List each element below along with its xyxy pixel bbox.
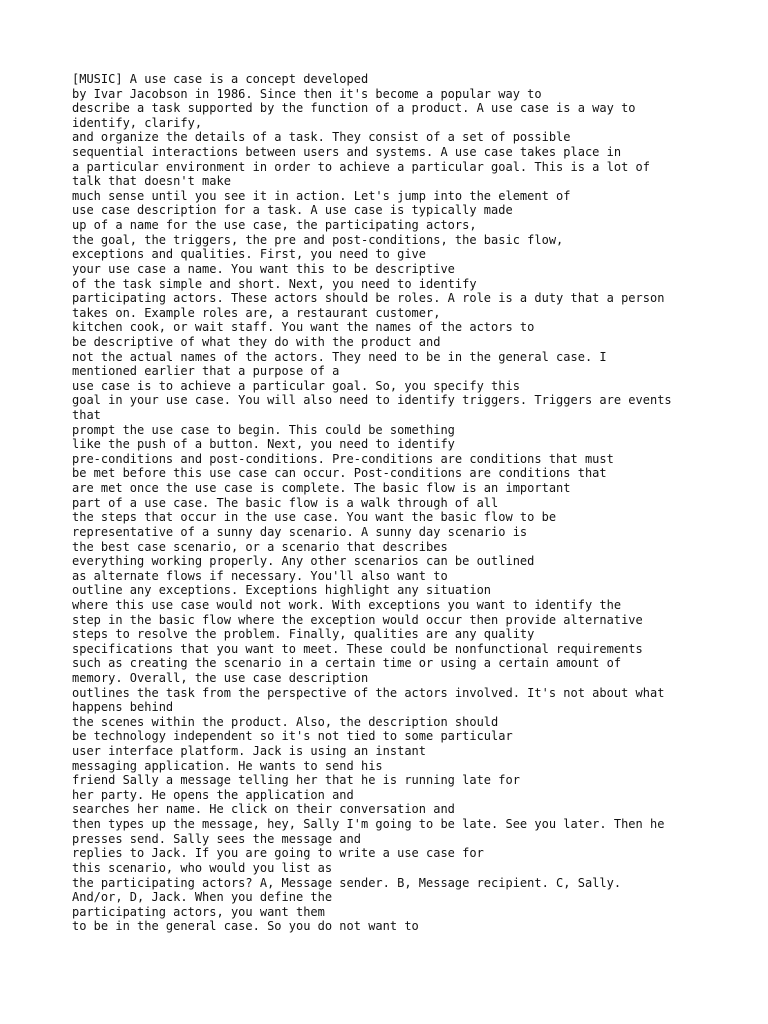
transcript-line: talk that doesn't make bbox=[72, 174, 231, 189]
transcript-line: sequential interactions between users and systems. A use case takes place in bbox=[72, 145, 622, 160]
transcript-line: the best case scenario, or a scenario that describes bbox=[72, 539, 448, 554]
transcript-line: this scenario, who would you list as bbox=[72, 860, 333, 875]
transcript-line: be descriptive of what they do with the product and bbox=[72, 334, 441, 349]
transcript-line: are met once the use case is complete. The basic flow is an important bbox=[72, 481, 571, 496]
transcript-line: pre-conditions and post-conditions. Pre-conditions are conditions that must bbox=[72, 451, 614, 466]
transcript-line: your use case a name. You want this to be descriptive bbox=[72, 261, 455, 276]
transcript-line: [MUSIC] A use case is a concept developed bbox=[72, 72, 369, 86]
transcript-line: then types up the message, hey, Sally I'm going to be late. See you later. Then he bbox=[72, 817, 665, 832]
transcript-line: the steps that occur in the use case. You want the basic flow to be bbox=[72, 510, 557, 525]
transcript-line: presses send. Sally sees the message and bbox=[72, 831, 361, 846]
transcript-line: everything working properly. Any other scenarios can be outlined bbox=[72, 554, 535, 569]
transcript-line: messaging application. He wants to send his bbox=[72, 758, 383, 773]
transcript-line: such as creating the scenario in a certain time or using a certain amount of bbox=[72, 656, 622, 671]
transcript-line: and organize the details of a task. They consist of a set of possible bbox=[72, 130, 571, 145]
transcript-line: memory. Overall, the use case description bbox=[72, 670, 369, 685]
transcript-line: participating actors. These actors should be roles. A role is a duty that a person bbox=[72, 291, 665, 306]
transcript-line: representative of a sunny day scenario. A sunny day scenario is bbox=[72, 524, 528, 539]
transcript-line: outlines the task from the perspective of the actors involved. It's not about what bbox=[72, 685, 665, 700]
transcript-line: the scenes within the product. Also, the description should bbox=[72, 714, 499, 729]
transcript-line: mentioned earlier that a purpose of a bbox=[72, 364, 340, 379]
transcript-line: the participating actors? A, Message sender. B, Message recipient. C, Sally. bbox=[72, 875, 622, 890]
transcript-line: specifications that you want to meet. These could be nonfunctional requirements bbox=[72, 641, 643, 656]
transcript-line: that bbox=[72, 408, 101, 423]
transcript-line: user interface platform. Jack is using an instant bbox=[72, 744, 427, 759]
transcript-line: the goal, the triggers, the pre and post-conditions, the basic flow, bbox=[72, 232, 564, 247]
transcript-page bbox=[72, 72, 712, 934]
transcript-line: much sense until you see it in action. Let's jump into the element of bbox=[72, 188, 571, 203]
transcript-line: a particular environment in order to achieve a particular goal. This is a lot of bbox=[72, 159, 650, 174]
transcript-line: her party. He opens the application and bbox=[72, 787, 354, 802]
transcript-line: use case is to achieve a particular goal. So, you specify this bbox=[72, 378, 520, 393]
transcript-line: goal in your use case. You will also need to identify triggers. Triggers are events bbox=[72, 393, 672, 408]
transcript-line: takes on. Example roles are, a restaurant customer, bbox=[72, 305, 441, 320]
transcript-line: where this use case would not work. With exceptions you want to identify the bbox=[72, 597, 622, 612]
transcript-line: kitchen cook, or wait staff. You want the names of the actors to bbox=[72, 320, 535, 335]
transcript-line: outline any exceptions. Exceptions highlight any situation bbox=[72, 583, 492, 598]
transcript-line: steps to resolve the problem. Finally, qualities are any quality bbox=[72, 627, 535, 642]
transcript-line: part of a use case. The basic flow is a walk through of all bbox=[72, 495, 499, 510]
transcript-line: as alternate flows if necessary. You'll also want to bbox=[72, 568, 448, 583]
transcript-line: searches her name. He click on their conversation and bbox=[72, 802, 455, 817]
transcript-line: participating actors, you want them bbox=[72, 904, 325, 919]
transcript-line: step in the basic flow where the exception would occur then provide alternative bbox=[72, 612, 643, 627]
transcript-line: friend Sally a message telling her that he is running late for bbox=[72, 773, 520, 788]
transcript-line: prompt the use case to begin. This could be something bbox=[72, 422, 455, 437]
transcript-line: identify, clarify, bbox=[72, 115, 203, 130]
transcript-line: not the actual names of the actors. They need to be in the general case. I bbox=[72, 349, 607, 364]
transcript-line: replies to Jack. If you are going to write a use case for bbox=[72, 846, 484, 861]
transcript-line: of the task simple and short. Next, you need to identify bbox=[72, 276, 477, 291]
transcript-line: up of a name for the use case, the participating actors, bbox=[72, 218, 477, 233]
transcript-line: be met before this use case can occur. Post-conditions are conditions that bbox=[72, 466, 607, 481]
transcript-line: exceptions and qualities. First, you need to give bbox=[72, 247, 427, 262]
transcript-line: happens behind bbox=[72, 700, 174, 715]
transcript-line: to be in the general case. So you do not want to bbox=[72, 919, 419, 934]
transcript-line: like the push of a button. Next, you need to identify bbox=[72, 437, 455, 452]
transcript-line: use case description for a task. A use case is typically made bbox=[72, 203, 513, 218]
transcript-line: be technology independent so it's not tied to some particular bbox=[72, 729, 513, 744]
transcript-line: describe a task supported by the function of a product. A use case is a way to bbox=[72, 101, 636, 116]
transcript-line: by Ivar Jacobson in 1986. Since then it's become a popular way to bbox=[72, 86, 542, 101]
transcript-line: And/or, D, Jack. When you define the bbox=[72, 890, 333, 905]
